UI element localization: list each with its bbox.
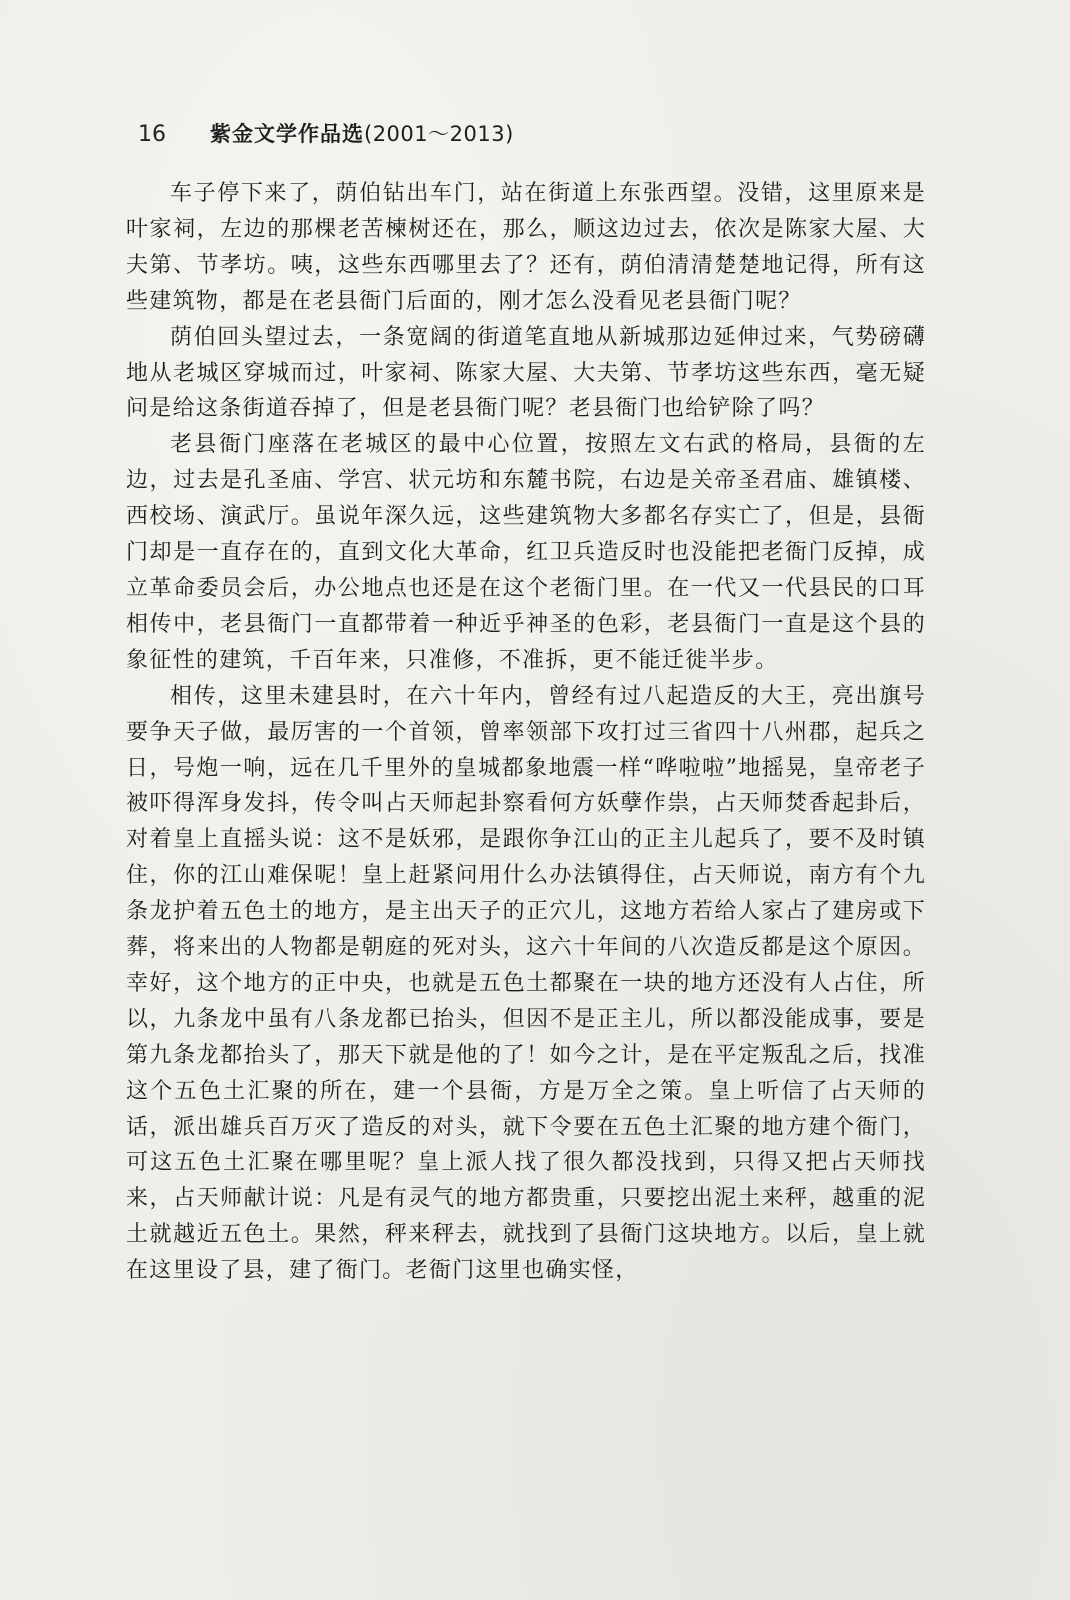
running-title <box>210 118 514 148</box>
book-title: 紫金文学作品选 <box>210 122 364 146</box>
paragraph: 相传，这里未建县时，在六十年内，曾经有过八起造反的大王，亮出旗号要争天子做，最厉害的一个首领，曾率领部下攻打过三省四十八州郡，起兵之日，号炮一响，远在几千里外的皇城都象地震一样“哗啦啦”地摇晃，皇帝老子被吓得浑身发抖，传令叫占天师起卦察看何方妖孽作祟，占天师焚香起卦后，对着皇上直摇头说：这不是妖邪，是跟你争江山的正主儿起兵了，要不及时镇住，你的江山难保呢！皇上赶紧问用什么办法镇得住，占天师说，南方有个九条龙护着五色土的地方，是主出天子的正穴儿，这地方若给人家占了建房或下葬，将来出的人物都是朝庭的死对头，这六十年间的八次造反都是这个原因。幸好，这个地方的正中央，也就是五色土都聚在一块的地方还没有人占住，所以，九条龙中虽有八条龙都已抬头，但因不是正主儿，所以都没能成事，要是第九条龙都抬头了，那天下就是他的了！如今之计，是在平定叛乱之后，找准这个五色土汇聚的所在，建一个县衙，方是万全之策。皇上听信了占天师的话，派出雄兵百万灭了造反的对头，就下令要在五色土汇聚的地方建个衙门，可这五色土汇聚在哪里呢？皇上派人找了很久都没找到，只得又把占天师找来，占天师献计说：凡是有灵气的地方都贵重，只要挖出泥土来秤，越重的泥土就越近五色土。果然，秤来秤去，就找到了县衙门这块地方。以后，皇上就在这里设了县，建了衙门。老衙门这里也确实怪， <box>126 683 926 1284</box>
paragraph: 荫伯回头望过去，一条宽阔的街道笔直地从新城那边延伸过来，气势磅礴地从老城区穿城而过，叶家祠、陈家大屋、大夫第、节孝坊这些东西，毫无疑问是给这条街道吞掉了，但是老县衙门呢？老县衙门也给铲除了吗？ <box>126 324 926 422</box>
paragraph: 车子停下来了，荫伯钻出车门，站在街道上东张西望。没错，这里原来是叶家祠，左边的那棵老苦楝树还在，那么，顺这边过去，依次是陈家大屋、大夫第、节孝坊。咦，这些东西哪里去了？还有，荫伯清清楚楚地记得，所有这些建筑物，都是在老县衙门后面的，刚才怎么没看见老县衙门呢？ <box>126 181 926 314</box>
paragraph: 老县衙门座落在老城区的最中心位置，按照左文右武的格局，县衙的左边，过去是孔圣庙、学宫、状元坊和东麓书院，右边是关帝圣君庙、雄镇楼、西校场、演武厅。虽说年深久远，这些建筑物大多都名存实亡了，但是，县衙门却是一直存在的，直到文化大革命，红卫兵造反时也没能把老衙门反掉，成立革命委员会后，办公地点也还是在这个老衙门里。在一代又一代县民的口耳相传中，老县衙门一直都带着一种近乎神圣的色彩，老县衙门一直是这个县的象征性的建筑，千百年来，只准修，不准拆，更不能迁徙半步。 <box>126 432 926 673</box>
page-number: 16 <box>138 122 166 147</box>
page-header <box>138 118 514 158</box>
body-text <box>126 176 926 1289</box>
book-years: (2001～2013) <box>364 122 514 146</box>
